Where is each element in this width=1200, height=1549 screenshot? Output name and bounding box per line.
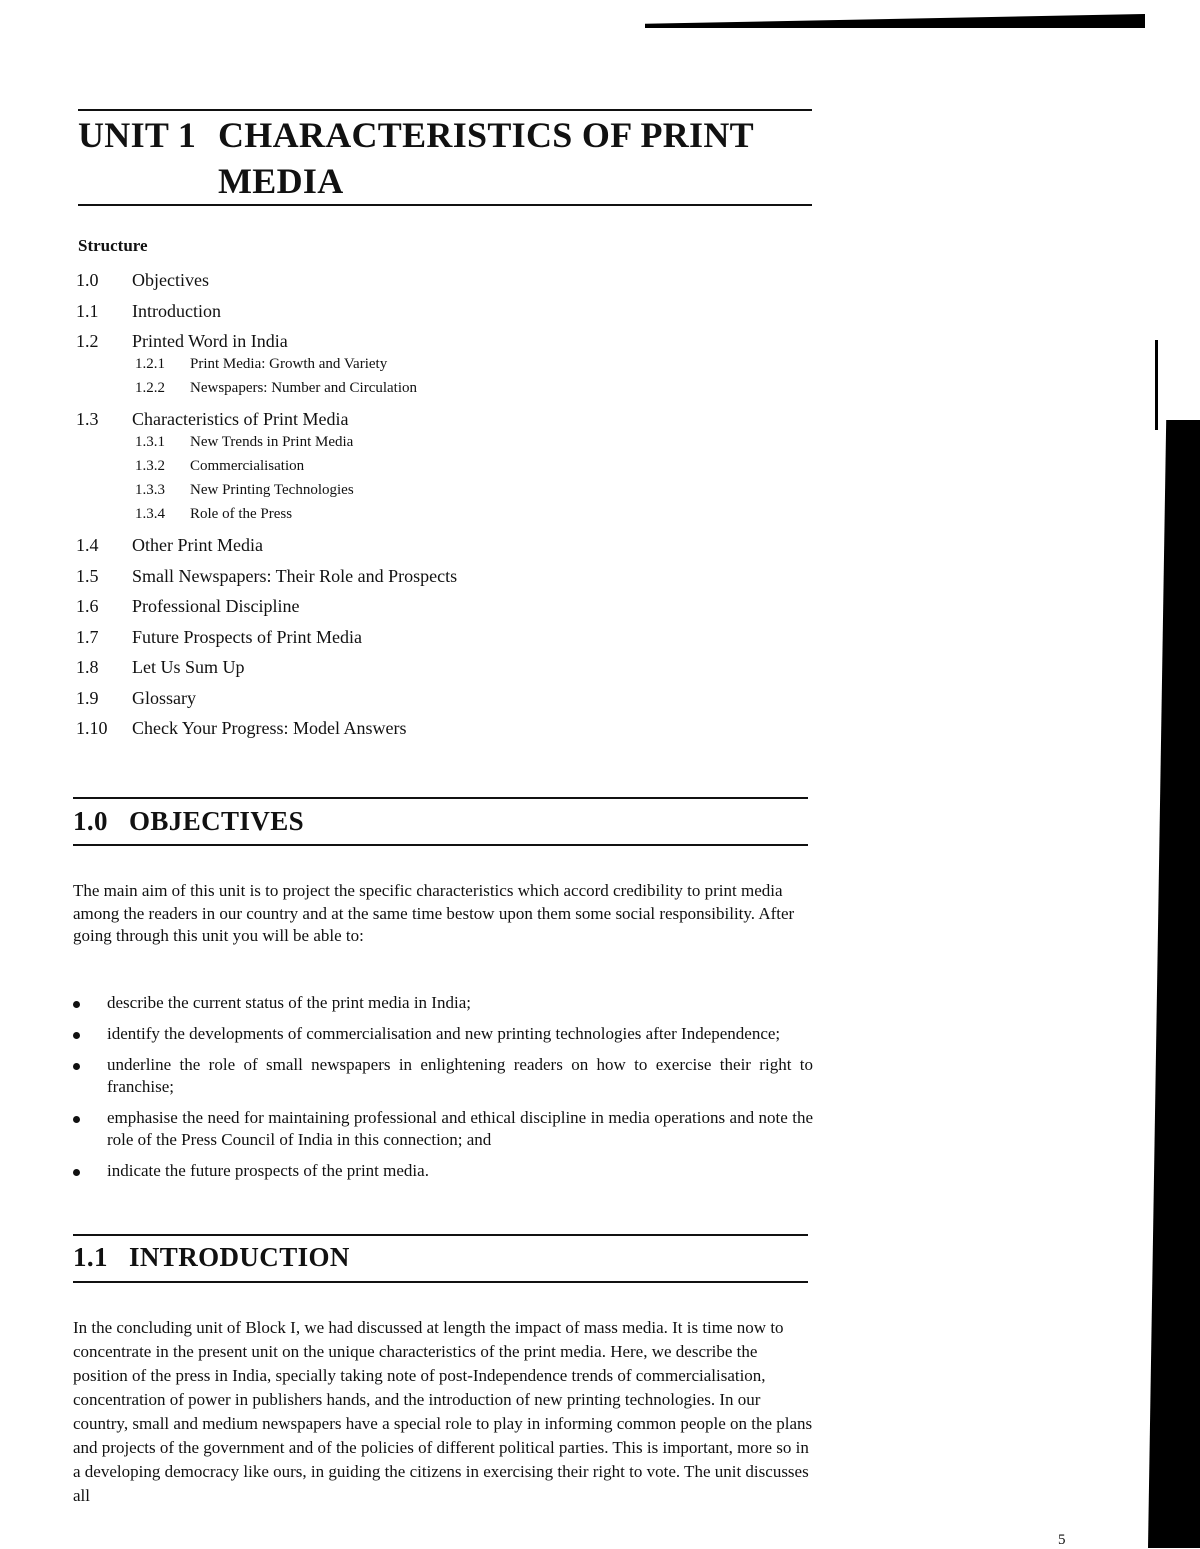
toc-subitem: 1.3.4 Role of the Press [135,506,293,522]
bullet-icon [73,1001,80,1008]
toc-item: 1.3 Characteristics of Print Media [76,409,349,429]
toc-item: 1.9 Glossary [76,687,196,708]
structure-list [76,268,636,747]
title-rule-top [78,109,812,111]
toc-subitem: 1.2.1 Print Media: Growth and Variety [135,356,388,372]
toc-item: 1.2 Printed Word in India [76,331,288,351]
introduction-text: In the concluding unit of Block I, we had discussed at length the impact of mass media. It is time now to concentrate in the present unit on the unique characteristics of the print media. Here, we describe the position of the press in India, specially taking note of post-Independence trends of commercialisation, concentration of power in publishers hands, and the introduction of new printing technologies. In our country, small and medium newspapers have a special role to play in informing common people on the plans and projects of the government and of the policies of different political parties. This is important, more so in a developing democracy like ours, in guiding the citizens in exercising their right to vote. The unit discusses all [73,1318,813,1505]
toc-item: 1.4 Other Print Media [76,535,263,555]
unit-number: UNIT 1 [78,115,197,155]
toc-item: 1.10 Check Your Progress: Model Answers [76,718,407,738]
bullet-icon [73,1169,80,1176]
toc-item: 1.1 Introduction [76,300,221,321]
bullet-icon [73,1116,80,1123]
toc-item: 1.5 Small Newspapers: Their Role and Prospects [76,565,458,586]
scan-edge-right [1148,420,1200,1548]
bullet-icon [73,1032,80,1039]
introduction-rule-bottom [73,1281,808,1283]
objective-item: emphasise the need for maintaining professional and ethical discipline in media operations and note the role of the Press Council of India in this connection; and [73,1107,813,1151]
unit-title-line2: MEDIA [218,161,344,201]
toc-item: 1.6 Professional Discipline [76,596,300,616]
page-number: 5 [1058,1532,1066,1548]
toc-subitem: 1.3.2 Commercialisation [135,458,305,474]
objective-item: indicate the future prospects of the print media. [73,1160,813,1182]
objectives-list [73,992,813,1191]
scan-edge-top [645,14,1145,28]
scan-edge-right-line [1155,340,1158,430]
introduction-heading: 1.1 INTRODUCTION [73,1242,350,1272]
objective-item: describe the current status of the print media in India; [73,992,813,1014]
objectives-rule-top [73,797,808,799]
unit-title [78,112,754,204]
objectives-intro: The main aim of this unit is to project the specific characteristics which accord credibility to print media among the readers in our country and at the same time bestow upon them some social responsibility. After going through this unit you will be able to: [73,881,795,945]
unit-title-line1: CHARACTERISTICS OF PRINT [218,115,754,155]
toc-item: 1.0 Objectives [76,270,209,290]
objectives-heading: 1.0 OBJECTIVES [73,806,305,836]
objectives-rule-bottom [73,844,808,846]
toc-item: 1.8 Let Us Sum Up [76,657,245,677]
toc-subitem: 1.3.3 New Printing Technologies [135,482,354,498]
title-rule-bottom [78,204,812,206]
introduction-rule-top [73,1234,808,1236]
bullet-icon [73,1063,80,1070]
objective-item: identify the developments of commercialisation and new printing technologies after Independence; [73,1023,813,1045]
objective-item: underline the role of small newspapers in enlightening readers on how to exercise their right to franchise; [73,1054,813,1098]
structure-heading: Structure [78,236,148,255]
toc-subitem: 1.2.2 Newspapers: Number and Circulation [135,380,418,396]
toc-subitem: 1.3.1 New Trends in Print Media [135,434,354,450]
toc-item: 1.7 Future Prospects of Print Media [76,626,362,647]
